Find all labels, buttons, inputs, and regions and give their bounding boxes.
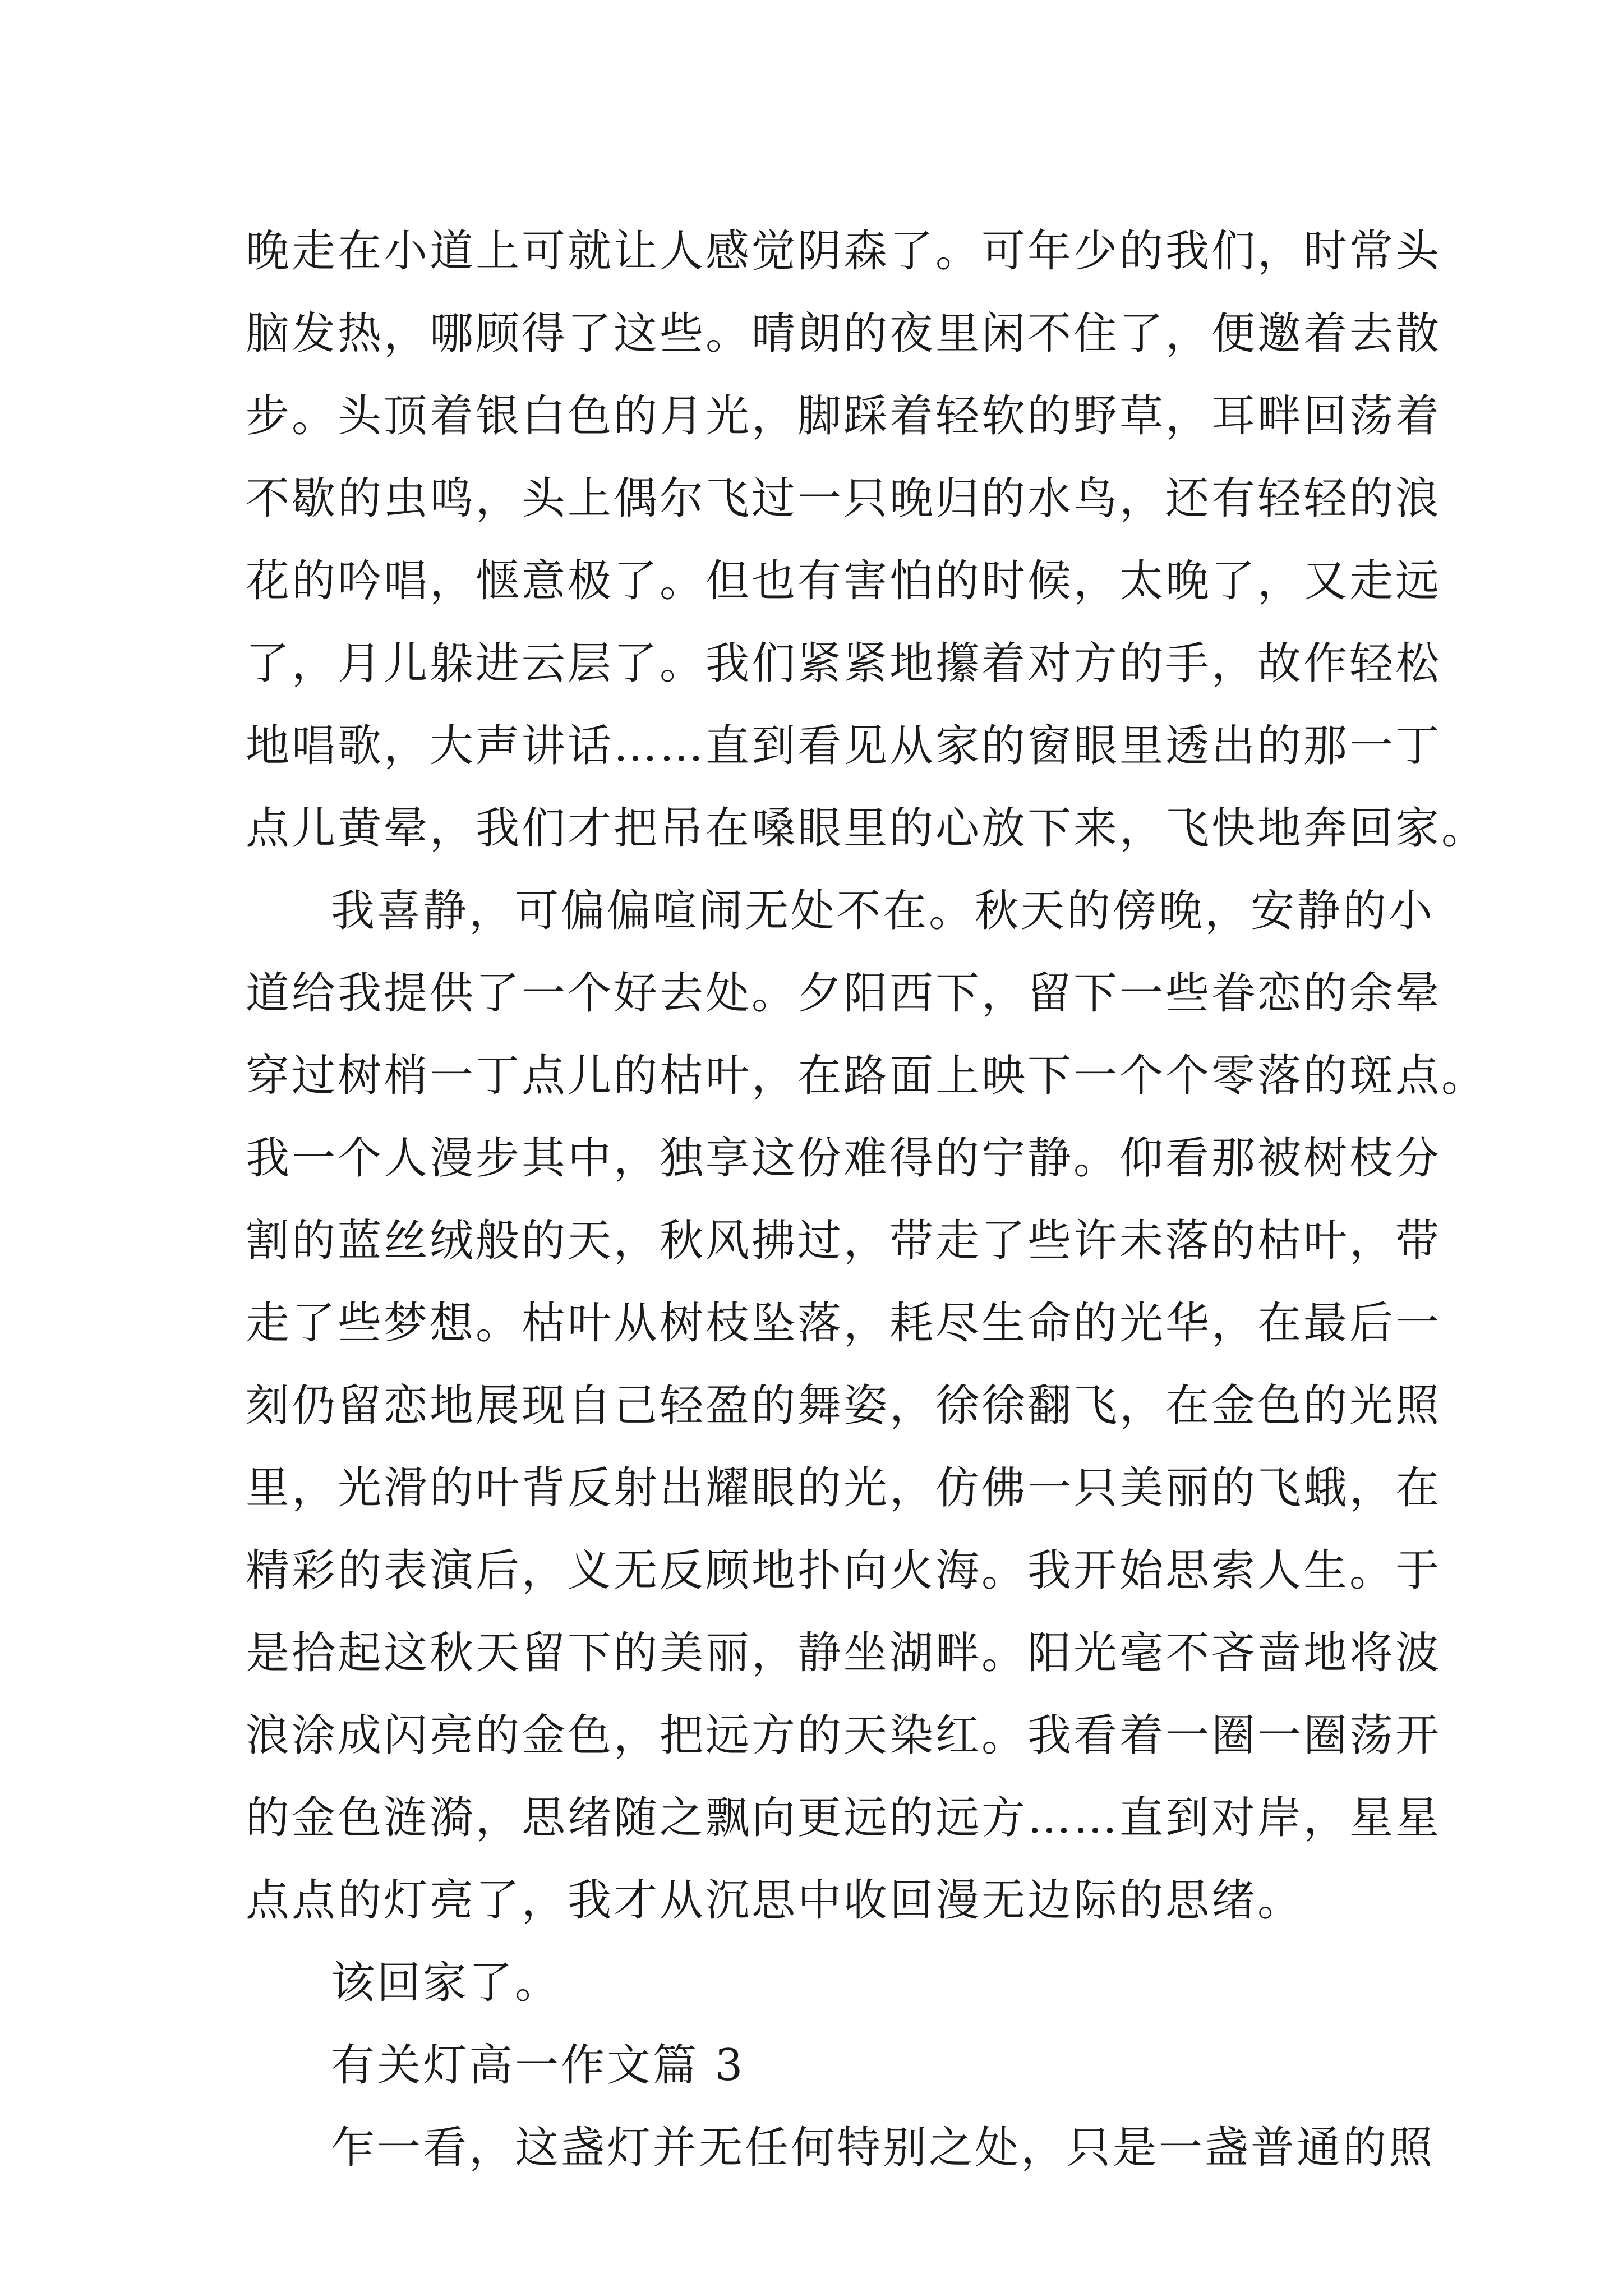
text-line: 走了些梦想。枯叶从树枝坠落，耗尽生命的光华，在最后一 (246, 1298, 1442, 1349)
text-line: 割的蓝丝绒般的天，秋风拂过，带走了些许未落的枯叶，带 (246, 1216, 1442, 1266)
text-line: 浪涂成闪亮的金色，把远方的天染红。我看着一圈一圈荡开 (246, 1710, 1442, 1761)
text-line: 道给我提供了一个好去处。夕阳西下，留下一些眷恋的余晕 (246, 968, 1442, 1019)
text-line: 刻仍留恋地展现自己轻盈的舞姿，徐徐翻飞，在金色的光照 (246, 1381, 1442, 1431)
text-line: 点儿黄晕，我们才把吊在嗓眼里的心放下来，飞快地奔回家。 (246, 803, 1488, 854)
text-line: 我一个人漫步其中，独享这份难得的宁静。仰看那被树枝分 (246, 1133, 1442, 1184)
text-line: 了，月儿躲进云层了。我们紧紧地攥着对方的手，故作轻松 (246, 638, 1442, 689)
text-line: 的金色涟漪，思绪随之飘向更远的远方……直到对岸，星星 (246, 1793, 1442, 1843)
text-line: 地唱歌，大声讲话……直到看见从家的窗眼里透出的那一丁 (246, 721, 1442, 771)
text-line: 脑发热，哪顾得了这些。晴朗的夜里闲不住了，便邀着去散 (246, 309, 1442, 359)
paragraph-start-line: 我喜静，可偏偏喧闹无处不在。秋天的傍晚，安静的小 (331, 886, 1435, 936)
text-line: 花的吟唱，惬意极了。但也有害怕的时候，太晚了，又走远 (246, 556, 1442, 606)
text-line: 不歇的虫鸣，头上偶尔飞过一只晚归的水鸟，还有轻轻的浪 (246, 473, 1442, 524)
text-line: 穿过树梢一丁点儿的枯叶，在路面上映下一个个零落的斑点。 (246, 1051, 1488, 1101)
section-heading: 有关灯高一作文篇 3 (331, 2040, 745, 2091)
text-line: 晚走在小道上可就让人感觉阴森了。可年少的我们，时常头 (246, 226, 1442, 277)
body-text (246, 210, 1488, 2189)
text-line: 里，光滑的叶背反射出耀眼的光，仿佛一只美丽的飞蛾，在 (246, 1463, 1442, 1513)
paragraph-start-line: 乍一看，这盏灯并无任何特别之处，只是一盏普通的照 (331, 2123, 1435, 2173)
text-line: 是拾起这秋天留下的美丽，静坐湖畔。阳光毫不吝啬地将波 (246, 1628, 1442, 1678)
paragraph-start-line: 该回家了。 (331, 1958, 561, 2008)
text-line: 步。头顶着银白色的月光，脚踩着轻软的野草，耳畔回荡着 (246, 391, 1442, 441)
text-line: 点点的灯亮了，我才从沉思中收回漫无边际的思绪。 (246, 1875, 1304, 1926)
text-line: 精彩的表演后，义无反顾地扑向火海。我开始思索人生。于 (246, 1545, 1442, 1596)
